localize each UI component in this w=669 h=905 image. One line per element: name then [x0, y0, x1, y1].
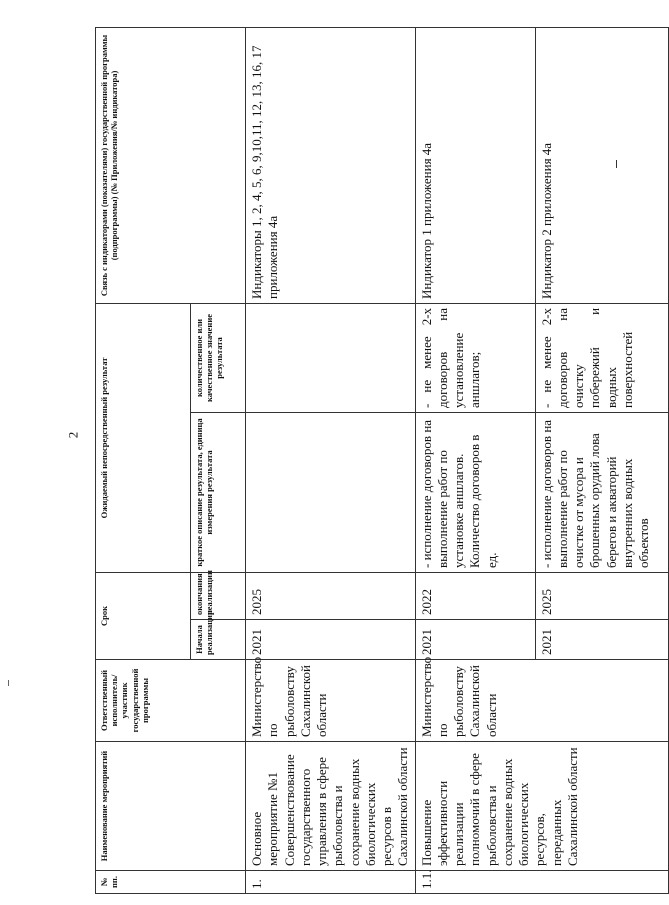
- page-number: 2: [65, 431, 81, 439]
- row-qual: [246, 303, 416, 412]
- row-num: 1.1.: [415, 871, 668, 894]
- table-row: [415, 27, 535, 893]
- header-num: № пп.: [96, 871, 246, 894]
- row-desc: - исполнение договоров на выполнение работ по очистке от мусора и брошенных орудий лова берегов и акваторий внутренних водных объектов: [535, 412, 668, 572]
- row-start: 2021: [535, 620, 668, 660]
- activities-table: [95, 27, 669, 894]
- row-desc: - исполнение договоров на выполнение работ по установке аншлагов. Количество договоров в ед.: [415, 412, 535, 572]
- row-start: 2021: [415, 620, 535, 660]
- row-responsible: Министерство по рыболовству Сахалинской области: [246, 660, 416, 742]
- header-expected: Ожидаемый непосредственный результат: [96, 303, 191, 572]
- row-end: 2025: [535, 572, 668, 619]
- row-name: Основное мероприятие №1 Совершенствование государственного управления в сфере рыболовства и сохранение водных биологических ресурсов в Сахалинской области: [246, 742, 416, 871]
- row-num: 1.: [246, 871, 416, 894]
- row-start: 2021: [246, 620, 416, 660]
- row-link: Индикатор 1 приложения 4а: [415, 27, 535, 303]
- row-qual: - не менее 2-х договоров на установление аншлагов;: [415, 303, 535, 412]
- scan-mark: [8, 680, 9, 686]
- header-link: Связь с индикаторами (показателями) государственной программы (подпрограммы) (№ Приложения/№ индикатора): [96, 27, 246, 303]
- row-name: Повышение эффективности реализации полномочий в сфере рыболовства и сохранение водных биологических ресурсов, переданных Сахалинской области: [415, 742, 668, 871]
- header-name: Наименование мероприятий: [96, 742, 246, 871]
- header-term: Срок: [96, 572, 191, 659]
- header-responsible: Ответственный исполнитель/ участник государственной программы: [96, 660, 246, 742]
- header-desc: краткое описание результата, единица измерения результата: [191, 412, 246, 572]
- row-link: Индикаторы 1, 2, 4, 5, 6, 9,10,11, 12, 13, 16, 17 приложения 4а: [246, 27, 416, 303]
- row-qual: - не менее 2-х договоров на очистку побережий и водных поверхностей: [535, 303, 668, 412]
- rotated-table-sheet: [95, 28, 651, 894]
- row-end: 2025: [246, 572, 416, 619]
- row-link: Индикатор 2 приложения 4а: [535, 27, 668, 303]
- header-qual: количественное или качественное значение результата: [191, 303, 246, 412]
- header-term-start: Начала реализации: [191, 620, 246, 660]
- header-term-end: окончания реализации: [191, 572, 246, 619]
- row-responsible: Министерство по рыболовству Сахалинской области: [415, 660, 668, 742]
- row-desc: [246, 412, 416, 572]
- table-row: [246, 27, 416, 893]
- row-end: 2022: [415, 572, 535, 619]
